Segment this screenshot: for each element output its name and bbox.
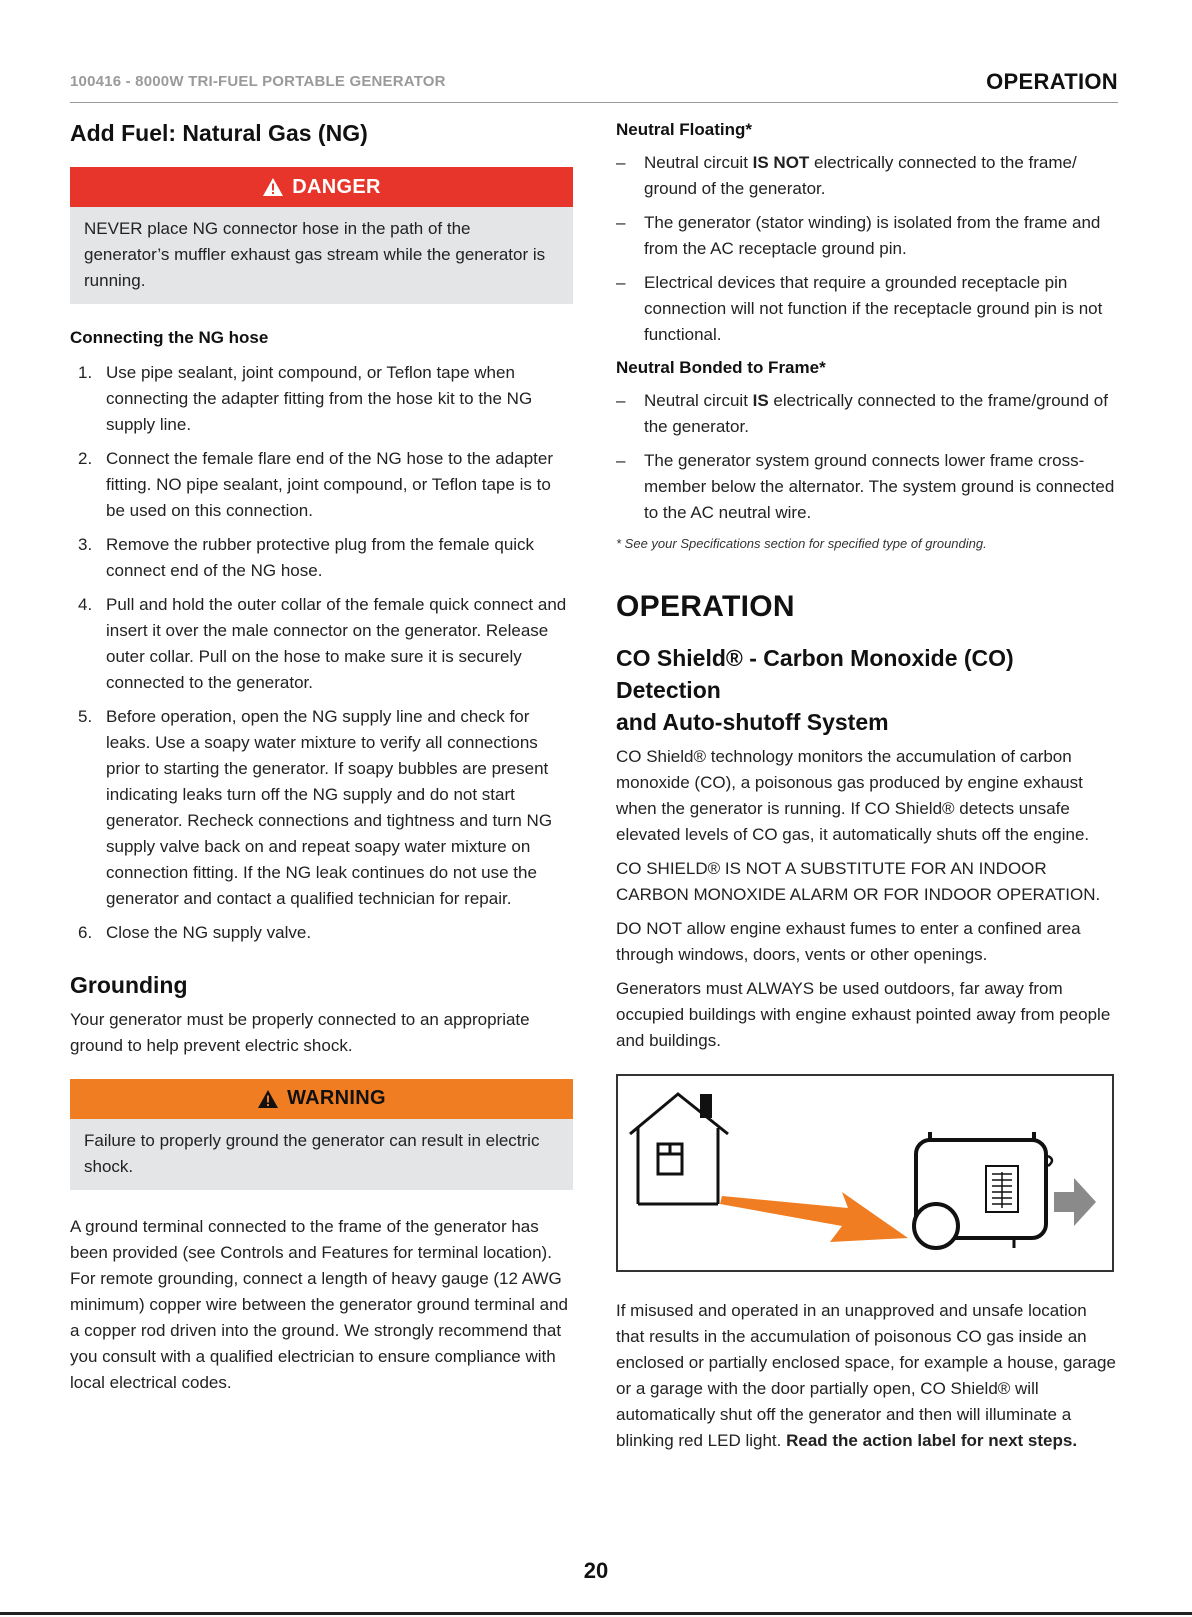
neutral-bonded-list bbox=[616, 388, 1118, 526]
right-column bbox=[616, 118, 1118, 1454]
warning-text: Failure to properly ground the generator can result in electric shock. bbox=[84, 1130, 540, 1176]
warning-box bbox=[70, 1079, 573, 1190]
co-shield-title: CO Shield® - Carbon Monoxide (CO) Detection and Auto-shutoff System bbox=[616, 644, 1014, 735]
add-fuel-title: Add Fuel: Natural Gas (NG) bbox=[70, 120, 368, 146]
danger-text: NEVER place NG connector hose in the path of the generator’s muffler exhaust gas stream while the generator is running. bbox=[84, 219, 546, 291]
co-illustration bbox=[616, 1074, 1114, 1272]
list-item: – Neutral circuit IS NOT electrically connected to the frame/ ground of the generator. bbox=[616, 152, 1077, 198]
page-header bbox=[70, 66, 1118, 103]
neutral-floating-list bbox=[616, 150, 1118, 348]
bottom-rule bbox=[0, 1612, 1192, 1615]
danger-label: DANGER bbox=[292, 175, 381, 198]
warning-triangle-icon bbox=[262, 177, 284, 197]
connect-steps bbox=[70, 360, 573, 946]
danger-box bbox=[70, 167, 573, 304]
co-paragraph: CO SHIELD® IS NOT A SUBSTITUTE FOR AN INDOOR CARBON MONOXIDE ALARM OR FOR INDOOR OPERATION. bbox=[616, 858, 1101, 904]
list-item: 2. Connect the female flare end of the NG hose to the adapter fitting. NO pipe sealant, joint compound, or Teflon tape is to be used on this connection. bbox=[78, 448, 554, 520]
list-item: – The generator system ground connects lower frame cross-member below the alternator. The system ground is connected to the AC neutral wire. bbox=[616, 450, 1115, 522]
connect-heading: Connecting the NG hose bbox=[70, 328, 269, 348]
co-paragraph: DO NOT allow engine exhaust fumes to enter a confined area through windows, doors, vents or other openings. bbox=[616, 918, 1081, 964]
warning-body bbox=[70, 1119, 573, 1190]
section-name: OPERATION bbox=[986, 69, 1118, 94]
grounding-heading: Grounding bbox=[70, 971, 188, 998]
page-number: 20 bbox=[583, 1558, 609, 1583]
house-icon bbox=[630, 1094, 728, 1204]
doc-id: 100416 - 8000W TRI-FUEL PORTABLE GENERATOR bbox=[70, 73, 446, 90]
grounding-note: * See your Specifications section for specified type of grounding. bbox=[616, 535, 987, 551]
house-generator-illustration bbox=[618, 1076, 1112, 1270]
left-column bbox=[70, 118, 573, 1396]
co-paragraph: Generators must ALWAYS be used outdoors, far away from occupied buildings with engine exhaust pointed away from people and buildings. bbox=[616, 978, 1111, 1050]
co-paragraph: CO Shield® technology monitors the accumulation of carbon monoxide (CO), a poisonous gas produced by engine exhaust when the generator is running. If CO Shield® detects unsafe elevated levels of CO gas, it automatically shuts off the engine. bbox=[616, 746, 1090, 844]
list-item: 4. Pull and hold the outer collar of the female quick connect and insert it over the male connector on the generator. Release outer collar. Pull on the hose to make sure it is securely connected to the generator. bbox=[78, 594, 567, 692]
list-item: – The generator (stator winding) is isolated from the frame and from the AC receptacle ground pin. bbox=[616, 212, 1101, 258]
final-paragraph: If misused and operated in an unapproved and unsafe location that results in the accumulation of poisonous CO gas inside an enclosed or partially enclosed space, for example a house, garage or a garage with the door partially open, CO Shield® will automatically shut off the generator and then will illuminate a blinking red LED light. Read the action label for next steps. bbox=[616, 1300, 1116, 1450]
neutral-floating-heading: Neutral Floating* bbox=[616, 120, 753, 139]
list-item: 1. Use pipe sealant, joint compound, or Teflon tape when connecting the adapter fitting from the hose kit to the NG supply line. bbox=[78, 362, 533, 434]
chimney-icon bbox=[700, 1094, 712, 1118]
exhaust-arrow-icon bbox=[720, 1192, 908, 1242]
grounding-text: Your generator must be properly connected to an appropriate ground to help prevent electric shock. bbox=[70, 1009, 530, 1055]
danger-header bbox=[70, 167, 573, 207]
operation-title: OPERATION bbox=[616, 589, 795, 623]
list-item: 5. Before operation, open the NG supply line and check for leaks. Use a soapy water mixture to verify all connections prior to starting the generator. If soapy bubbles are present indicating leaks turn off the NG supply and do not start generator. Recheck connections and tightness and turn NG supply valve back on and repeat soapy water mixture on connection fitting. If the NG leak continues do not use the generator and contact a qualified technician for repair. bbox=[78, 706, 553, 908]
list-item: – Neutral circuit IS electrically connected to the frame/ground of the generator. bbox=[616, 390, 1108, 436]
wheel-icon bbox=[914, 1204, 958, 1248]
warning-header bbox=[70, 1079, 573, 1119]
list-item: 3. Remove the rubber protective plug from the female quick connect end of the NG hose. bbox=[78, 534, 535, 580]
exhaust-direction-arrow-icon bbox=[1054, 1178, 1096, 1226]
warning-label: WARNING bbox=[287, 1087, 386, 1110]
list-item: – Electrical devices that require a grounded receptacle pin connection will not function if the receptacle ground pin is not functional. bbox=[616, 272, 1103, 344]
danger-body bbox=[70, 207, 573, 304]
ground-paragraph: A ground terminal connected to the frame of the generator has been provided (see Controls and Features for terminal location). For remote grounding, connect a length of heavy gauge (12 AWG minimum) copper wire between the generator ground terminal and a copper rod driven into the ground. We strongly recommend that you consult with a qualified electrician to ensure compliance with local electrical codes. bbox=[70, 1216, 568, 1392]
warning-triangle-icon bbox=[257, 1089, 279, 1109]
list-item: 6. Close the NG supply valve. bbox=[78, 922, 312, 942]
neutral-bonded-heading: Neutral Bonded to Frame* bbox=[616, 357, 826, 377]
